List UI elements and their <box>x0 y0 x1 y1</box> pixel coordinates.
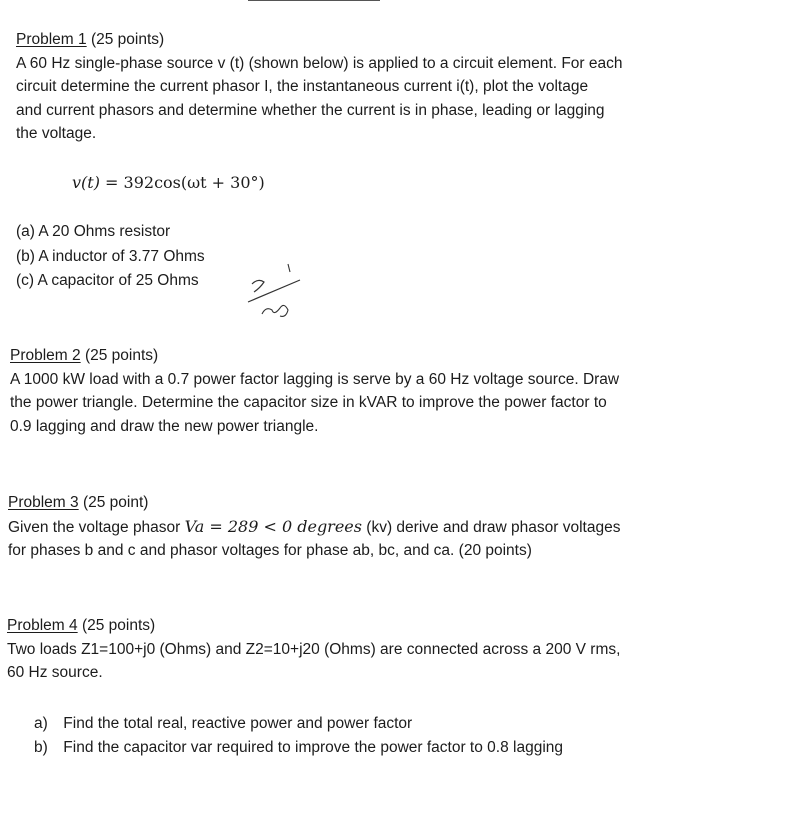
problem-1-line: and current phasors and determine whether the current is in phase, leading or lagging <box>16 101 605 119</box>
problem-3-title: Problem 3 <box>8 494 79 511</box>
problem-1-line: the voltage. <box>16 125 97 142</box>
problem-1 <box>16 28 623 146</box>
problem-4 <box>7 614 620 685</box>
problem-2-line: the power triangle. Determine the capacitor size in kVAR to improve the power factor to <box>10 394 607 411</box>
problem-3-text-post: (kv) derive and draw phasor voltages <box>361 518 621 536</box>
problem-1-title: Problem 1 <box>16 31 87 48</box>
problem-4-line: Two loads Z1=100+j0 (Ohms) and Z2=10+j20 (Ohms) are connected across a 200 V rms, <box>7 640 621 658</box>
problem-1-heading <box>16 28 623 52</box>
problem-4-part-a: a) Find the total real, reactive power and power factor <box>34 715 413 732</box>
problem-4-line: 60 Hz source. <box>7 664 103 681</box>
problem-3-points: (25 point) <box>78 494 149 511</box>
problem-1-points: (25 points) <box>86 31 165 48</box>
problem-2 <box>10 344 619 438</box>
problem-1-line: circuit determine the current phasor I, the instantaneous current i(t), plot the voltage <box>16 78 589 95</box>
problem-1-body <box>16 52 623 146</box>
problem-3-heading <box>8 491 620 515</box>
problem-1-part-a: (a) A 20 Ohms resistor <box>16 223 171 240</box>
equation-rhs: 392cos(ωt + 30°) <box>123 173 265 192</box>
problem-3-line-2: for phases b and c and phasor voltages for phase ab, bc, and ca. (20 points) <box>8 542 532 559</box>
problem-1-part-b: (b) A inductor of 3.77 Ohms <box>16 247 205 265</box>
problem-4-parts <box>34 712 563 760</box>
problem-4-body <box>7 638 620 685</box>
problem-2-line: 0.9 lagging and draw the new power triangle. <box>10 417 319 435</box>
problem-3-text-pre: Given the voltage phasor <box>8 518 185 536</box>
equation-lhs: v(t) <box>72 173 100 192</box>
problem-2-line: A 1000 kW load with a 0.7 power factor lagging is serve by a 60 Hz voltage source. Draw <box>10 370 620 388</box>
problem-1-line: A 60 Hz single-phase source v (t) (shown below) is applied to a circuit element. For each <box>16 54 623 72</box>
problem-4-part-b: b) Find the capacitor var required to improve the power factor to 0.8 lagging <box>34 739 563 756</box>
problem-3 <box>8 491 620 563</box>
problem-2-title: Problem 2 <box>10 347 81 364</box>
handwritten-scribble <box>244 262 314 326</box>
problem-2-heading <box>10 344 619 368</box>
problem-4-title: Problem 4 <box>7 617 78 634</box>
voltage-equation <box>72 171 265 195</box>
problem-4-points: (25 points) <box>77 617 156 634</box>
problem-4-heading <box>7 614 620 638</box>
phasor-va-expression: Va = 289 < 0 degrees <box>184 516 362 536</box>
problem-2-body <box>10 368 619 439</box>
equation-equals: = <box>99 173 124 192</box>
problem-1-parts <box>16 220 205 294</box>
problem-2-points: (25 points) <box>80 347 159 364</box>
problem-1-part-c: (c) A capacitor of 25 Ohms <box>16 272 199 289</box>
problem-3-line-1 <box>8 515 620 540</box>
top-rule <box>248 0 380 1</box>
